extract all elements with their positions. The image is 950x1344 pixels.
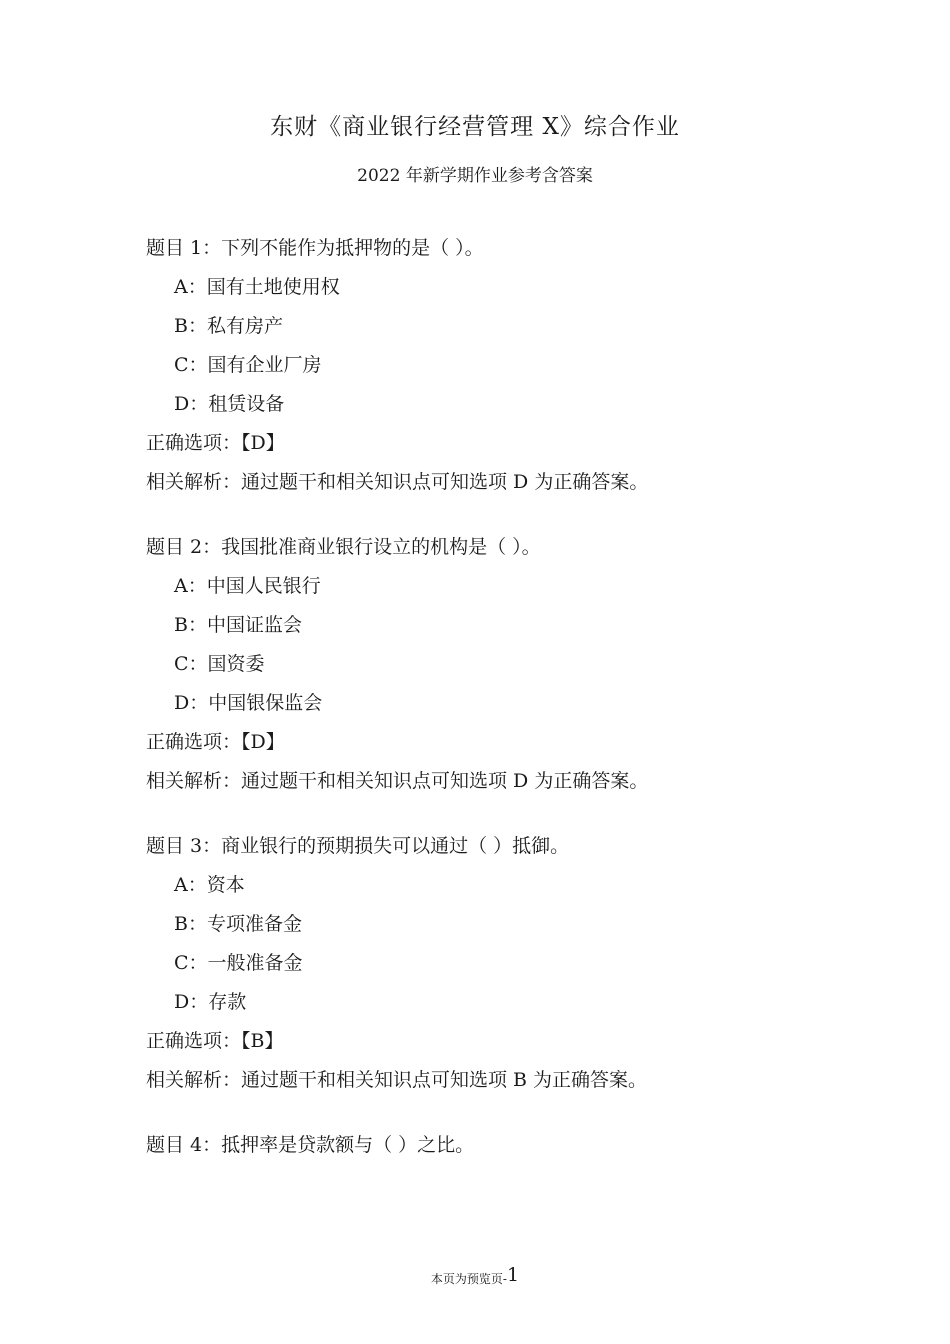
option-d: D：租赁设备 (174, 393, 285, 415)
page-footer (0, 1264, 950, 1287)
answer-analysis: 相关解析：通过题干和相关知识点可知选项 D 为正确答案。 (146, 770, 649, 792)
option-a: A：国有土地使用权 (174, 276, 340, 298)
document-title: 东财《商业银行经营管理 X》综合作业 (270, 114, 680, 140)
question-stem: 题目 2：我国批准商业银行设立的机构是（ ）。 (146, 536, 541, 558)
option-a: A：资本 (174, 874, 245, 896)
question-stem: 题目 1：下列不能作为抵押物的是（ ）。 (146, 237, 484, 259)
correct-answer: 正确选项：【D】 (146, 731, 285, 753)
question-3 (146, 831, 846, 1104)
option-d: D：中国银保监会 (174, 692, 323, 714)
option-a: A：中国人民银行 (174, 575, 321, 597)
question-stem: 题目 3：商业银行的预期损失可以通过（ ）抵御。 (146, 835, 570, 857)
answer-analysis: 相关解析：通过题干和相关知识点可知选项 B 为正确答案。 (146, 1069, 648, 1091)
document-subtitle: 2022 年新学期作业参考含答案 (357, 166, 593, 186)
correct-answer: 正确选项：【B】 (146, 1030, 284, 1052)
question-stem: 题目 4：抵押率是贷款额与（ ）之比。 (146, 1134, 475, 1156)
option-d: D：存款 (174, 991, 247, 1013)
question-4 (146, 1130, 846, 1169)
option-c: C：国有企业厂房 (174, 354, 322, 376)
page-number: 1 (506, 1264, 520, 1286)
option-b: B：中国证监会 (174, 614, 302, 636)
question-list (146, 233, 846, 1195)
question-2 (146, 532, 846, 805)
option-b: B：专项准备金 (174, 913, 302, 935)
option-c: C：一般准备金 (174, 952, 303, 974)
question-1 (146, 233, 846, 506)
answer-analysis: 相关解析：通过题干和相关知识点可知选项 D 为正确答案。 (146, 471, 649, 493)
footer-preview-label: 本页为预览页- (430, 1272, 507, 1286)
correct-answer: 正确选项：【D】 (146, 432, 285, 454)
option-b: B：私有房产 (174, 315, 283, 337)
option-c: C：国资委 (174, 653, 265, 675)
